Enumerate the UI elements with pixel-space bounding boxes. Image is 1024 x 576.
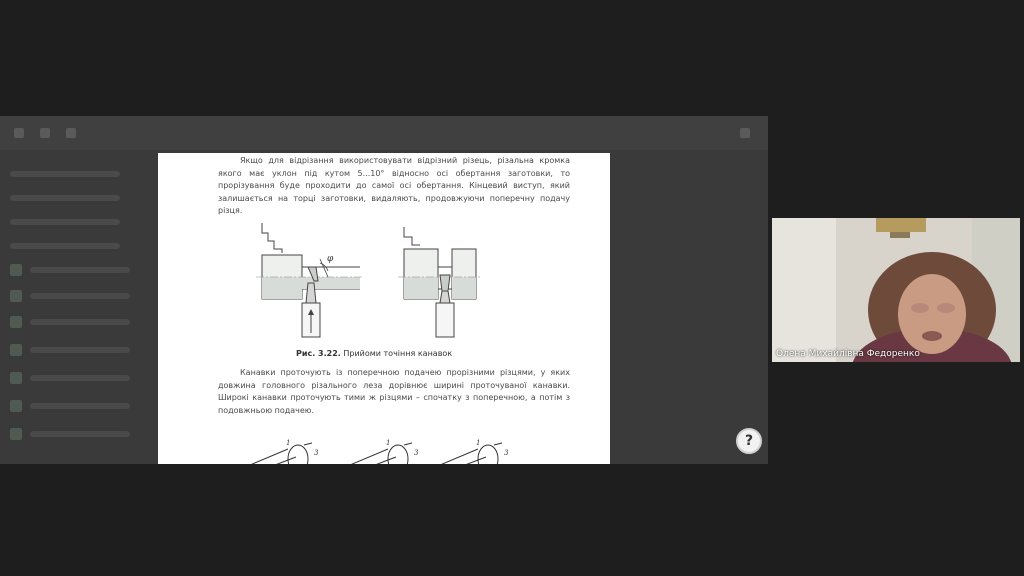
blurred-list-item bbox=[10, 240, 130, 252]
blurred-list-item bbox=[10, 290, 130, 302]
blurred-list-item bbox=[10, 372, 130, 384]
angle-label: φ bbox=[327, 254, 334, 264]
blurred-list-item bbox=[10, 264, 130, 276]
figure-number: Рис. 3.22. bbox=[296, 349, 341, 358]
fig2-label: 1 bbox=[386, 439, 391, 447]
blurred-list-item bbox=[10, 216, 130, 228]
fig2-label: 3 bbox=[504, 449, 509, 457]
toolbar-icon bbox=[14, 128, 24, 138]
figure-grooving-tools bbox=[240, 435, 520, 464]
fig2-label: 3 bbox=[414, 449, 419, 457]
help-icon: ? bbox=[744, 433, 754, 449]
figure-caption bbox=[296, 349, 452, 358]
blurred-list-item bbox=[10, 400, 130, 412]
toolbar-icon bbox=[740, 128, 750, 138]
participant-name: Олена Михайлівна Федоренко bbox=[776, 349, 920, 359]
figure-grooving bbox=[254, 219, 494, 347]
paragraph-grooves: Канавки проточують із поперечною подачею прорізними різцями, у яких довжина головного різального леза дорівнює ширині проточуваної канавки. Широкі канавки проточують тими ж різцями – спочатку з поперечною, а потім з подовжньою подачею. bbox=[218, 368, 570, 415]
fig2-label: 3 bbox=[314, 449, 319, 457]
blurred-list-item bbox=[10, 316, 130, 328]
document-page bbox=[158, 153, 610, 464]
blurred-list-item bbox=[10, 344, 130, 356]
blurred-list-item bbox=[10, 428, 130, 440]
blurred-toolbar bbox=[0, 116, 768, 150]
figure-title: Прийоми точіння канавок bbox=[343, 349, 453, 358]
fig2-label: 1 bbox=[476, 439, 481, 447]
participant-video bbox=[772, 218, 1020, 362]
participant-video-tile[interactable] bbox=[772, 218, 1020, 362]
screen-share-area bbox=[0, 116, 768, 464]
blurred-list-item bbox=[10, 192, 130, 204]
paragraph-parting: Якщо для відрізання використовувати відрізний різець, різальна кромка якого має уклон під кутом 5...10° відносно осі обертання заготовки, то прорізування буде проходити до самої осі обертання. Кінцевий виступ, який залишається на торці заготовки, видаляють, продовжуючи поперечну подачу різця. bbox=[218, 156, 570, 216]
toolbar-icon bbox=[40, 128, 50, 138]
fig2-label: 1 bbox=[286, 439, 291, 447]
blurred-list-item bbox=[10, 168, 130, 180]
help-button[interactable] bbox=[736, 428, 762, 454]
toolbar-icon bbox=[66, 128, 76, 138]
